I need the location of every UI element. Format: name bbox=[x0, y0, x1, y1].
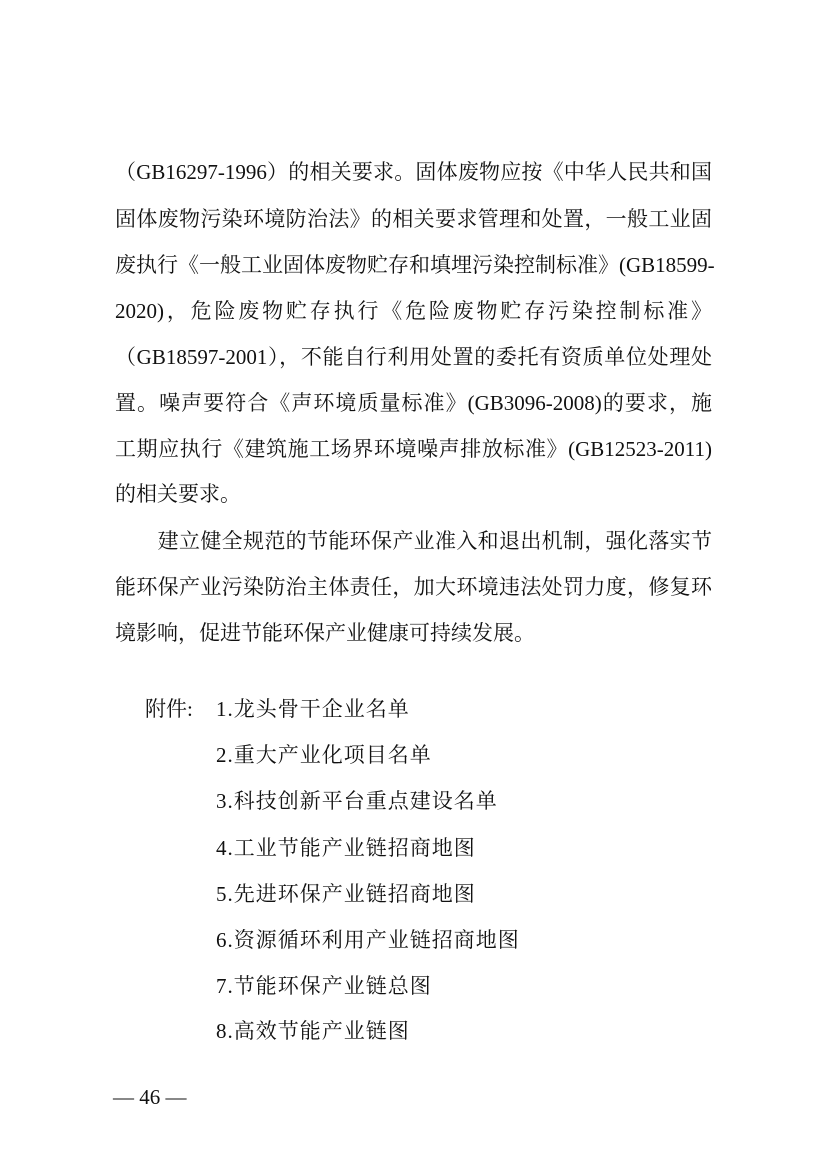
page-number: — 46 — bbox=[113, 1085, 187, 1109]
attachment-item: 1.龙头骨干企业名单 bbox=[216, 697, 410, 721]
text-line: 能环保产业污染防治主体责任，加大环境违法处罚力度，修复环 bbox=[115, 575, 712, 599]
text-line: 境影响，促进节能环保产业健康可持续发展。 bbox=[115, 621, 535, 645]
attachments-label: 附件: bbox=[145, 697, 193, 721]
text-line: 的相关要求。 bbox=[115, 482, 241, 506]
attachment-item: 3.科技创新平台重点建设名单 bbox=[216, 789, 498, 813]
attachment-item: 2.重大产业化项目名单 bbox=[216, 743, 432, 767]
attachment-item: 6.资源循环利用产业链招商地图 bbox=[216, 928, 520, 952]
text-line: 废执行《一般工业固体废物贮存和填埋污染控制标准》(GB18599- bbox=[115, 253, 715, 277]
text-line: 工期应执行《建筑施工场界环境噪声排放标准》(GB12523-2011) bbox=[115, 437, 712, 461]
text-line: （GB16297-1996）的相关要求。固体废物应按《中华人民共和国 bbox=[115, 160, 712, 184]
text-line: 2020)，危险废物贮存执行《危险废物贮存污染控制标准》 bbox=[115, 299, 712, 323]
text-line: 置。噪声要符合《声环境质量标准》(GB3096-2008)的要求，施 bbox=[115, 391, 712, 415]
text-line: 建立健全规范的节能环保产业准入和退出机制，强化落实节 bbox=[115, 529, 712, 553]
text-line: 固体废物污染环境防治法》的相关要求管理和处置，一般工业固 bbox=[115, 207, 712, 231]
attachment-item: 5.先进环保产业链招商地图 bbox=[216, 882, 476, 906]
attachment-item: 7.节能环保产业链总图 bbox=[216, 974, 432, 998]
text-line: （GB18597-2001），不能自行利用处置的委托有资质单位处理处 bbox=[115, 345, 712, 369]
attachment-item: 4.工业节能产业链招商地图 bbox=[216, 836, 476, 860]
attachment-item: 8.高效节能产业链图 bbox=[216, 1019, 410, 1043]
